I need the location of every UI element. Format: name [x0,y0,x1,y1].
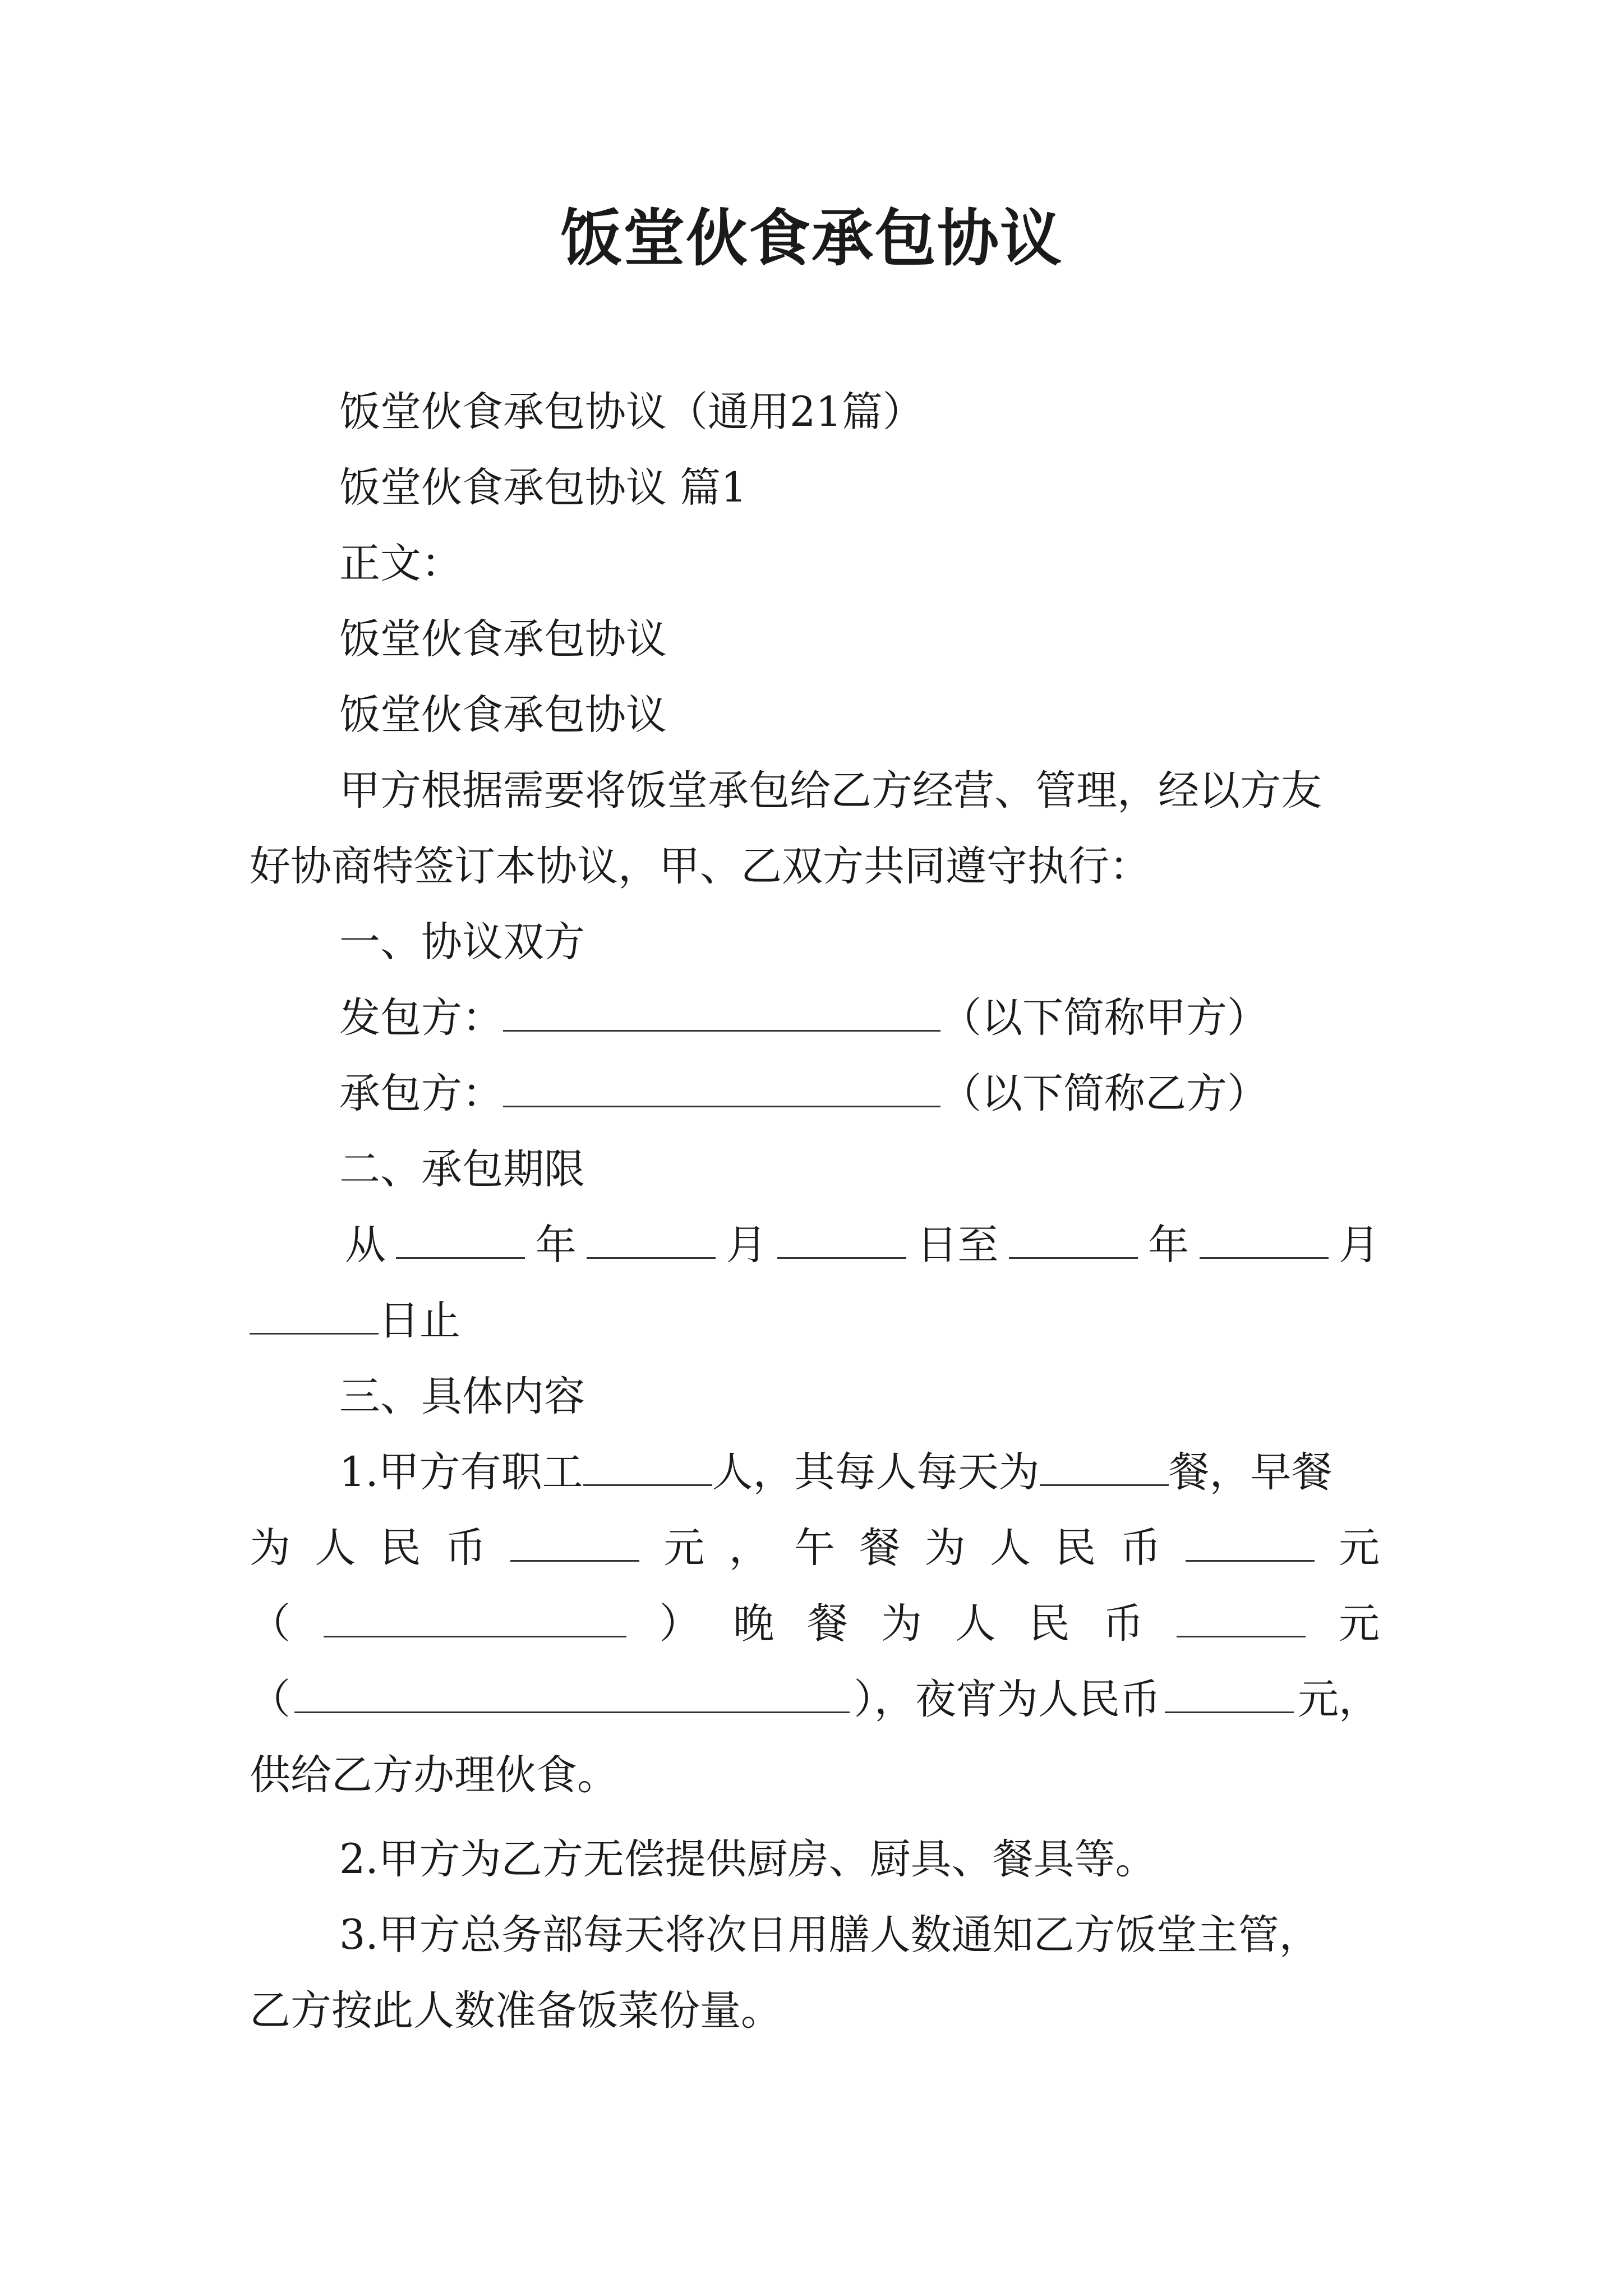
char: 为 [924,1524,966,1572]
staff-count-blank [583,1451,712,1486]
party-a-label: 发包方： [339,994,503,1042]
term-year: 年 [535,1221,577,1269]
term-year: 年 [1148,1221,1189,1269]
char: （ [250,1676,291,1723]
content-item-3: 3.甲方总务部每天将次日用膳人数通知乙方饭堂主管， [339,1911,1320,1959]
item1-text: 1.甲方有职工 [339,1448,583,1496]
char: 币 [1120,1524,1161,1572]
party-b-blank [503,1072,940,1107]
breakfast-price-blank [510,1526,639,1562]
term-blank [250,1299,379,1335]
term-end: 日止 [379,1297,460,1345]
body-label: 正文： [339,540,462,587]
party-b-label: 承包方： [339,1070,503,1117]
body-paragraph: 甲方根据需要将饭堂承包给乙方经营、管理，经以方友 [339,767,1322,815]
body-line: 饭堂伙食承包协议 [339,615,667,663]
night-snack-text: ），夜宵为人民币 [854,1676,1161,1723]
clause-heading-term: 二、承包期限 [339,1145,585,1193]
night-snack-line [250,1672,1380,1728]
char: ， [728,1524,770,1572]
char: 人 [989,1524,1031,1572]
night-snack-price-blank [1165,1678,1294,1713]
term-blank [587,1223,716,1259]
body-line: 饭堂伙食承包协议 [339,691,667,739]
char: 民 [380,1524,421,1572]
item1-text: 人，其每人每天为 [712,1448,1040,1496]
char: 元 [1338,1524,1380,1572]
body-line: 供给乙方办理伙食。 [250,1751,618,1799]
term-blank [396,1223,525,1259]
doc-subtitle: 饭堂伙食承包协议（通用21篇） [339,388,924,436]
char: 民 [1029,1600,1070,1648]
char: 元 [1338,1600,1380,1648]
char: 人 [955,1600,996,1648]
term-blank [1009,1223,1138,1259]
party-a-blank [503,996,940,1032]
party-b-note: （以下简称乙方） [940,1070,1268,1117]
clause-heading-parties: 一、协议双方 [339,918,585,966]
term-blank [1200,1223,1329,1259]
meal-count-blank [1040,1451,1169,1486]
char: 币 [1103,1600,1144,1648]
section-heading-1: 饭堂伙食承包协议 篇1 [339,464,747,512]
char: 元 [663,1524,705,1572]
char: 餐 [807,1600,849,1648]
document-title: 饭堂伙食承包协议 [560,202,1063,274]
term-blank [777,1223,906,1259]
char: 为 [880,1600,922,1648]
dinner-price-line [250,1596,1380,1652]
char: 民 [1055,1524,1096,1572]
item1-text: 餐，早餐 [1168,1448,1332,1496]
term-date-line [345,1217,1380,1273]
char: 餐 [859,1524,901,1572]
char: 元， [1298,1676,1380,1723]
char: 为 [250,1524,291,1572]
term-from: 从 [345,1221,386,1269]
party-a-note: （以下简称甲方） [940,994,1268,1042]
char: ） [659,1600,700,1648]
term-month: 月 [1338,1221,1380,1269]
lunch-price-words-blank [324,1602,626,1637]
term-end-line [250,1293,460,1349]
content-item-2: 2.甲方为乙方无偿提供厨房、厨具、餐具等。 [339,1835,1156,1883]
term-day-to: 日至 [916,1221,999,1269]
party-a-line [339,990,1268,1046]
char: 晚 [733,1600,774,1648]
char: 午 [794,1524,835,1572]
content-item-3-cont: 乙方按此人数准备饭菜份量。 [250,1987,782,2035]
clause-heading-content: 三、具体内容 [339,1373,585,1420]
char: （ [250,1600,291,1648]
char: 币 [445,1524,486,1572]
content-item-1 [339,1444,1332,1501]
term-month: 月 [726,1221,767,1269]
party-b-line [339,1066,1268,1122]
meal-price-line [250,1520,1380,1576]
dinner-price-words-blank [294,1678,850,1713]
body-paragraph-cont: 好协商特签订本协议，甲、乙双方共同遵守执行： [250,843,1150,890]
dinner-price-blank [1177,1602,1306,1637]
lunch-price-blank [1186,1526,1315,1562]
char: 人 [315,1524,356,1572]
